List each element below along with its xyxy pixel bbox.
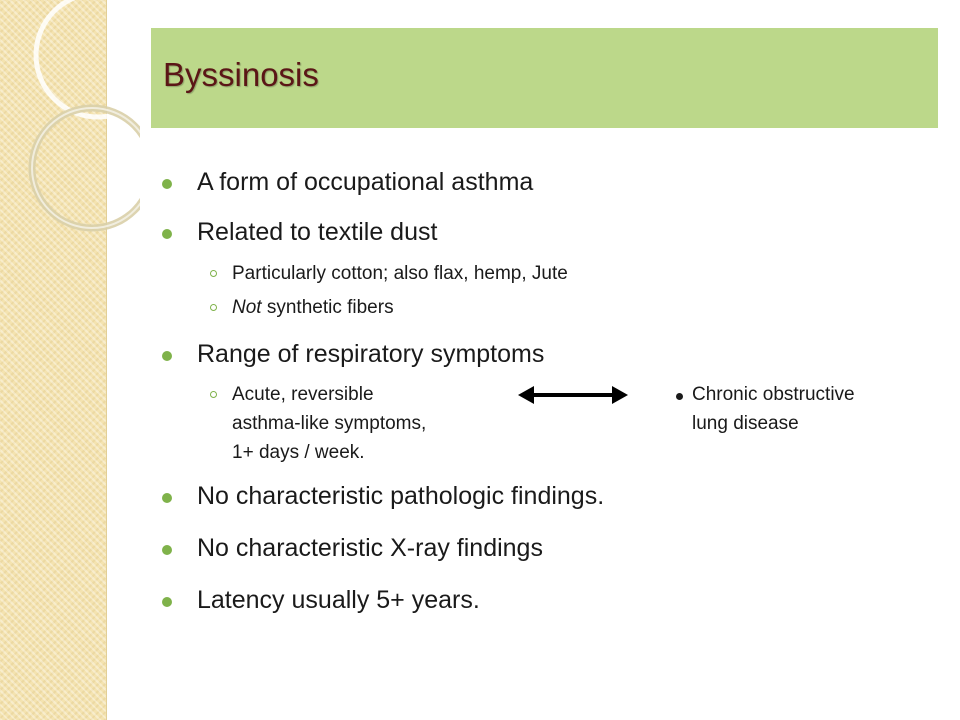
synthetic-text: synthetic fibers xyxy=(261,297,394,318)
spectrum-dot-icon xyxy=(676,393,683,400)
bullet-latency: Latency usually 5+ years. xyxy=(197,586,480,614)
bullet-xray-findings: No characteristic X-ray findings xyxy=(197,534,543,562)
bullet-occupational-asthma: A form of occupational asthma xyxy=(197,168,534,196)
slide-title: Byssinosis xyxy=(163,56,319,93)
spectrum-left-line-3: 1+ days / week. xyxy=(232,442,365,463)
spectrum-right-line-2: lung disease xyxy=(692,413,799,434)
spectrum-left-line-2: asthma-like symptoms, xyxy=(232,413,427,434)
bullet-textile-dust: Related to textile dust xyxy=(197,218,438,246)
bullet-respiratory-range: Range of respiratory symptoms xyxy=(197,340,545,368)
bullet-pathologic-findings: No characteristic pathologic findings. xyxy=(197,482,605,510)
spectrum-right-line-1: Chronic obstructive xyxy=(692,384,855,405)
spectrum-left-line-1: Acute, reversible xyxy=(232,384,374,405)
title-bar xyxy=(151,28,938,128)
double-arrow-icon xyxy=(518,382,628,408)
emphasis-not: Not xyxy=(232,297,262,318)
decorative-circles-graphic xyxy=(0,0,140,260)
sub-bullet-synthetic xyxy=(232,297,394,319)
sub-bullet-cotton: Particularly cotton; also flax, hemp, Jute xyxy=(232,263,568,284)
